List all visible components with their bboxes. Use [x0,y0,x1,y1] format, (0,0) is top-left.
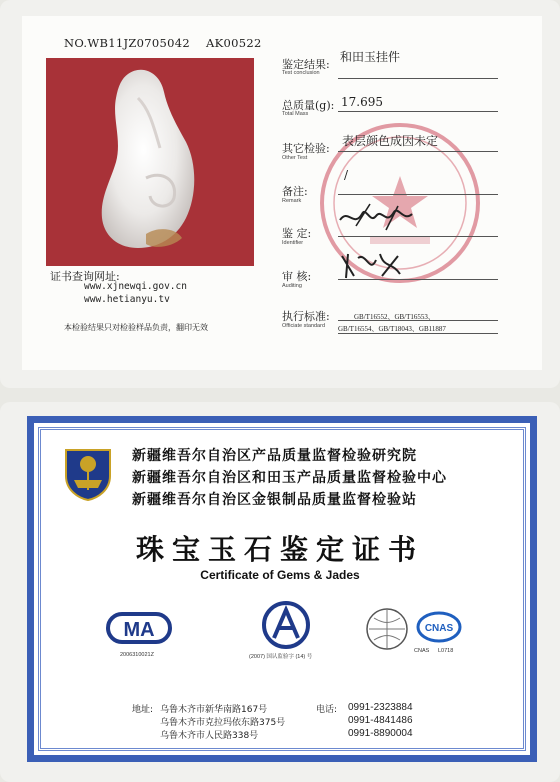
cal-code: (2007) 国认监验字 (14) 号 [249,654,313,660]
institute-2: 新疆维吾尔自治区和田玉产品质量监督检验中心 [132,470,447,486]
standard-underline-1 [338,320,498,321]
query-url-1: www.xjnewqi.gov.cn [84,281,187,292]
address-label: 地址: [132,705,154,715]
cma-logo [106,610,172,646]
phone-2: 0991-4841486 [348,715,413,726]
phone-1: 0991-2323884 [348,702,413,713]
standard-label: 执行标准: [282,310,330,323]
mass-en: Total Mass [282,111,309,117]
jade-pendant-photo [46,58,254,266]
quality-inspection-emblem [62,446,114,502]
certificate-number: NO.WB11JZ0705042 [64,36,190,50]
address-2: 乌鲁木齐市克拉玛依东路375号 [160,718,286,728]
standard-underline-2 [338,333,498,334]
remark-en: Remark [282,198,302,204]
certificate-code: AK00522 [206,36,262,50]
other-test-en: Other Test [282,155,308,161]
auditing-underline [338,279,498,280]
svg-text:CNAS: CNAS [424,623,454,634]
cnas-left-label: CNAS [414,648,430,654]
remark-label: 备注: [282,185,308,198]
cma-code: 2006310021Z [120,652,154,658]
remark-value: / [344,168,349,182]
phone-label: 电话: [316,705,338,715]
query-url-2: www.hetianyu.tv [84,294,170,305]
standard-line-2: GB/T16554、GB/T18043、GB11887 [338,325,446,333]
conclusion-value: 和田玉挂件 [340,50,401,64]
cnas-code: L0718 [438,648,454,654]
ilac-mra-logo [364,606,410,652]
certificate-title: 珠宝玉石鉴定证书 [135,533,424,566]
auditing-signature [336,248,406,280]
mass-value: 17.695 [341,95,383,109]
phone-3: 0991-8890004 [348,728,413,739]
identifier-en: Identifier [282,240,304,246]
disclaimer-text: 本检验结果只对检验样品负责，翻印无效 [64,323,208,332]
cnas-logo [416,610,462,644]
conclusion-en: Test conclusion [282,70,320,76]
conclusion-label: 鉴定结果: [282,58,330,71]
institute-3: 新疆维吾尔自治区金银制品质量监督检验站 [132,492,417,508]
query-url-label: 证书查询网址: [50,270,120,283]
remark-underline [338,194,498,195]
identifier-underline [338,236,498,237]
other-test-value: 表层颜色成因未定 [342,134,439,148]
mass-label: 总质量(g): [282,99,335,112]
other-test-label: 其它检验: [282,142,330,155]
auditing-label: 审 核: [282,270,312,283]
mass-underline [338,111,498,112]
auditing-en: Auditing [282,283,302,289]
certificate-subtitle: Certificate of Gems & Jades [200,568,360,582]
other-test-underline [338,151,498,152]
identifier-label: 鉴 定: [282,227,312,240]
conclusion-underline [338,78,498,79]
cal-logo [258,600,314,650]
address-3: 乌鲁木齐市人民路338号 [160,731,259,741]
svg-text:MA: MA [123,619,155,641]
identifier-signature [336,200,416,234]
address-1: 乌鲁木齐市新华南路167号 [160,705,268,715]
standard-line-1: GB/T16552、GB/T16553、 [354,313,435,321]
institute-1: 新疆维吾尔自治区产品质量监督检验研究院 [132,448,417,464]
standard-en: Officiate standard [282,323,326,329]
